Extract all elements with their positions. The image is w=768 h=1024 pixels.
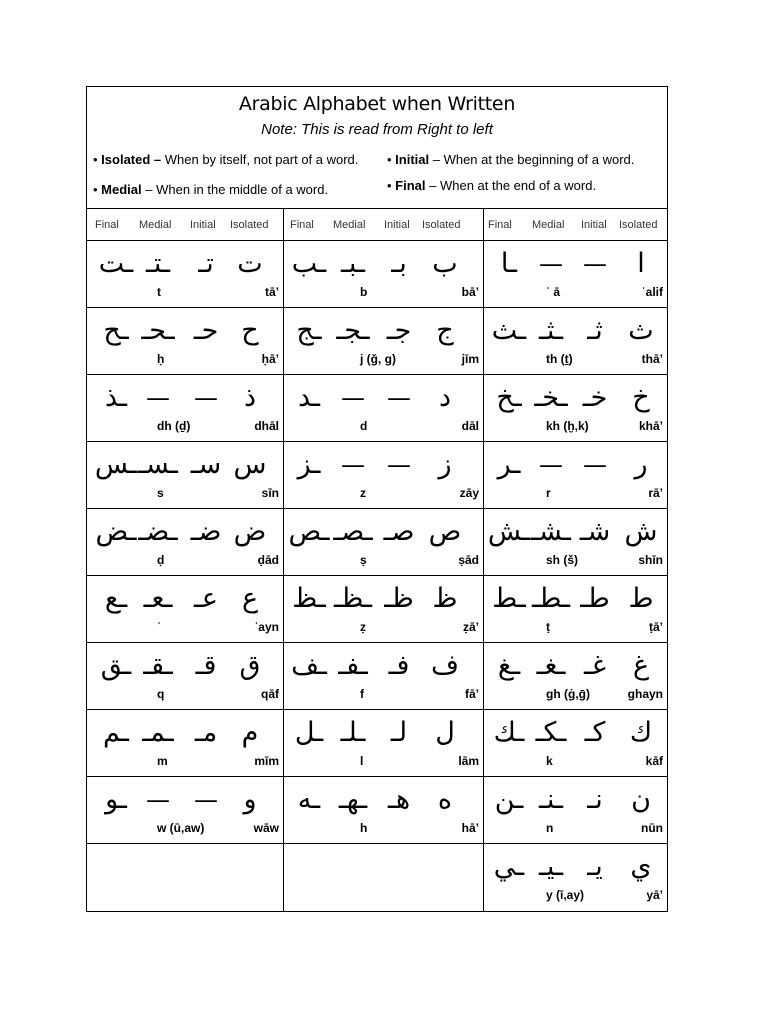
transliteration: q (157, 687, 165, 701)
letter-form-initial: كـ (584, 717, 606, 748)
letter-form-final: ـف (291, 650, 327, 681)
letter-cell (87, 576, 283, 643)
letter-name: lām (458, 754, 479, 768)
letter-name: ʿayn (254, 620, 279, 634)
legend-isolated (93, 152, 358, 167)
letter-form-medial: ـبـ (341, 248, 365, 279)
letter-cell (484, 509, 667, 576)
letter-form-final: ـس (94, 449, 138, 480)
letter-form-isolated: ذ (243, 382, 257, 413)
legend-medial-term: Medial (101, 182, 142, 197)
legend-medial (93, 182, 328, 197)
letter-cell (284, 643, 483, 710)
letter-form-initial: — (387, 384, 411, 412)
bullet-mark: • (387, 152, 396, 167)
letter-name: rāʼ (648, 486, 663, 500)
letter-name: fāʼ (464, 687, 479, 701)
page-title: Arabic Alphabet when Written (238, 93, 516, 115)
letter-cell (484, 241, 667, 308)
letter-form-final: ـد (297, 382, 321, 413)
letter-form-medial: ـشـ (531, 516, 571, 547)
transliteration: y (ī,ay) (546, 888, 585, 902)
transliteration: ṣ (360, 553, 367, 567)
letter-form-initial: ضـ (190, 516, 222, 547)
transliteration: gh (ġ,ḡ) (546, 687, 590, 701)
letter-cell (87, 442, 283, 509)
letter-cell (484, 777, 667, 844)
legend-initial-desc: – When at the beginning of a word. (429, 152, 635, 167)
transliteration: d (360, 419, 368, 433)
letter-form-isolated: ف (431, 650, 459, 681)
letter-form-initial: بـ (391, 248, 407, 279)
alphabet-table (87, 209, 667, 911)
transliteration: ṭ (546, 620, 550, 634)
letter-name: ẓāʼ (462, 620, 479, 634)
letter-name: ḥāʼ (261, 352, 279, 366)
letter-form-final: ـا (500, 248, 518, 279)
letter-cell (284, 509, 483, 576)
letter-form-final: ـض (95, 516, 137, 547)
letter-form-isolated: ن (631, 784, 651, 815)
page-subtitle: Note: This is read from Right to left (261, 121, 493, 138)
column-header-row (284, 209, 483, 241)
bullet-mark: • (387, 178, 396, 193)
letter-form-isolated: ع (241, 583, 259, 614)
letter-form-medial: ـنـ (539, 784, 563, 815)
letter-form-isolated: ا (637, 248, 645, 279)
letter-form-medial: ـتـ (146, 248, 170, 279)
letter-form-final: ـم (103, 717, 129, 748)
letter-form-initial: يـ (587, 851, 603, 882)
letter-form-final: ـن (494, 784, 524, 815)
letter-form-final: ـه (297, 784, 321, 815)
letter-name: bāʼ (461, 285, 479, 299)
letter-form-medial: ـسـ (138, 449, 178, 480)
letter-form-medial: ـيـ (539, 851, 563, 882)
letter-column-2 (283, 209, 483, 911)
letter-form-final: ـت (98, 248, 134, 279)
letter-cell (87, 777, 283, 844)
letter-form-final: ـع (104, 583, 128, 614)
letter-form-isolated: ر (634, 449, 648, 480)
letter-form-final: ـش (487, 516, 531, 547)
letter-form-isolated: خ (632, 382, 650, 413)
transliteration: m (157, 754, 168, 768)
column-header-medial: Medial (139, 219, 172, 231)
letter-form-medial: ـمـ (142, 717, 174, 748)
legend-initial-term: Initial (395, 152, 430, 167)
letter-form-isolated: غ (632, 650, 650, 681)
letter-name: kāf (645, 754, 663, 768)
letter-form-initial: شـ (579, 516, 611, 547)
letter-cell (284, 241, 483, 308)
letter-name: sīn (261, 486, 279, 500)
transliteration: h (360, 821, 368, 835)
column-header-isolated: Isolated (619, 219, 658, 231)
letter-name: khāʼ (638, 419, 663, 433)
letter-form-isolated: ي (630, 851, 652, 882)
legend-initial (387, 152, 634, 167)
letter-form-final: ـظ (292, 583, 326, 614)
letter-name: mīm (254, 754, 279, 768)
column-header-final: Final (95, 219, 119, 231)
transliteration: ʿ (157, 620, 161, 634)
letter-form-medial: — (341, 451, 365, 479)
letter-name: ṭāʼ (648, 620, 663, 634)
legend-final-term: Final (395, 178, 426, 193)
transliteration: kh (ḫ,k) (546, 419, 589, 433)
letter-form-initial: ظـ (384, 583, 414, 614)
transliteration: f (360, 687, 364, 701)
letter-form-initial: ثـ (587, 315, 603, 346)
letter-cell (484, 442, 667, 509)
letter-form-initial: طـ (580, 583, 610, 614)
transliteration: n (546, 821, 554, 835)
letter-form-isolated: ص (428, 516, 462, 547)
letter-form-initial: صـ (383, 516, 415, 547)
letter-form-final: ـي (493, 851, 525, 882)
transliteration: s (157, 486, 164, 500)
transliteration: r (546, 486, 551, 500)
letter-form-initial: مـ (194, 717, 218, 748)
letter-form-isolated: ظ (432, 583, 458, 614)
column-header-initial: Initial (384, 219, 410, 231)
letter-form-medial: — (539, 451, 563, 479)
transliteration: l (360, 754, 364, 768)
letter-name: tāʼ (264, 285, 279, 299)
letter-name: ʾalif (641, 285, 663, 299)
letter-form-medial: ـغـ (536, 650, 566, 681)
bullet-mark: • (93, 152, 102, 167)
transliteration: z (360, 486, 366, 500)
letter-cell (284, 777, 483, 844)
letter-form-initial: غـ (583, 650, 607, 681)
letter-form-initial: — (194, 384, 218, 412)
letter-form-isolated: و (243, 784, 257, 815)
letter-name: ghayn (627, 687, 663, 701)
letter-name: nūn (641, 821, 663, 835)
letter-form-initial: تـ (198, 248, 214, 279)
letter-form-medial: ـلـ (340, 717, 366, 748)
transliteration: sh (š) (546, 553, 579, 567)
letter-form-final: ـط (492, 583, 526, 614)
letter-cell (87, 241, 283, 308)
letter-form-final: ـك (493, 717, 525, 748)
transliteration: ʾ ā (546, 285, 561, 299)
letter-form-isolated: ت (237, 248, 263, 279)
letter-cell (284, 442, 483, 509)
letter-form-isolated: ه (437, 784, 453, 815)
letter-form-final: ـخ (496, 382, 522, 413)
legend-final-desc: – When at the end of a word. (425, 178, 597, 193)
letter-form-medial: ـكـ (535, 717, 567, 748)
letter-form-isolated: ك (629, 717, 653, 748)
letter-form-final: ـب (291, 248, 327, 279)
letter-form-medial: ـفـ (338, 650, 368, 681)
letter-form-initial: — (583, 250, 607, 278)
letter-form-isolated: ل (435, 717, 455, 748)
legend-medial-desc: – When in the middle of a word. (141, 182, 329, 197)
column-header-final: Final (290, 219, 314, 231)
letter-cell (284, 308, 483, 375)
letter-form-medial: ـظـ (334, 583, 372, 614)
letter-cell (284, 710, 483, 777)
letter-column-1 (87, 209, 283, 911)
letter-form-initial: هـ (387, 784, 411, 815)
legend-isolated-term: Isolated – (101, 152, 162, 167)
column-header-row (484, 209, 667, 241)
letter-form-final: ـث (491, 315, 527, 346)
letter-form-isolated: م (241, 717, 259, 748)
letter-form-final: ـل (294, 717, 324, 748)
letter-cell (87, 308, 283, 375)
letter-cell (484, 710, 667, 777)
letter-cell (284, 844, 483, 911)
letter-form-medial: ـهـ (338, 784, 368, 815)
letter-form-isolated: ث (628, 315, 654, 346)
letter-cell (87, 509, 283, 576)
letter-form-medial: ـحـ (141, 315, 175, 346)
transliteration: w (ū,aw) (157, 821, 205, 835)
letter-name: zāy (459, 486, 479, 500)
letter-form-isolated: ز (438, 449, 452, 480)
letter-form-final: ـج (296, 315, 322, 346)
letter-form-isolated: ط (628, 583, 654, 614)
letter-name: ḍād (257, 553, 279, 567)
letter-form-isolated: ج (436, 315, 454, 346)
letter-cell (87, 844, 283, 911)
letter-form-isolated: س (233, 449, 267, 480)
letter-name: hāʼ (461, 821, 479, 835)
bullet-mark: • (93, 182, 102, 197)
alphabet-sheet (86, 86, 668, 912)
letter-cell (484, 844, 667, 911)
transliteration: j (ǧ, g) (360, 352, 396, 366)
sheet-header (87, 87, 667, 209)
column-header-initial: Initial (581, 219, 607, 231)
column-header-row (87, 209, 283, 241)
letter-form-medial: ـقـ (143, 650, 173, 681)
letter-name: dāl (461, 419, 479, 433)
letter-name: dhāl (254, 419, 279, 433)
letter-form-initial: — (583, 451, 607, 479)
column-header-final: Final (488, 219, 512, 231)
transliteration: th (ṯ) (546, 352, 573, 366)
letter-form-initial: جـ (386, 315, 412, 346)
letter-cell (484, 308, 667, 375)
letter-form-final: ـذ (104, 382, 128, 413)
letter-form-medial: — (341, 384, 365, 412)
letter-form-initial: — (194, 786, 218, 814)
column-header-isolated: Isolated (230, 219, 269, 231)
letter-form-final: ـص (288, 516, 330, 547)
column-header-medial: Medial (532, 219, 565, 231)
letter-name: jīm (461, 352, 479, 366)
letter-cell (284, 375, 483, 442)
transliteration: b (360, 285, 368, 299)
letter-form-initial: عـ (193, 583, 219, 614)
letter-form-medial: ـطـ (532, 583, 570, 614)
letter-form-initial: قـ (195, 650, 217, 681)
letter-form-isolated: ق (239, 650, 261, 681)
letter-cell (484, 643, 667, 710)
letter-form-initial: خـ (582, 382, 608, 413)
column-header-initial: Initial (190, 219, 216, 231)
letter-form-isolated: ح (241, 315, 259, 346)
letter-cell (87, 375, 283, 442)
letter-form-medial: — (146, 786, 170, 814)
transliteration: t (157, 285, 161, 299)
letter-form-initial: فـ (388, 650, 410, 681)
transliteration: ẓ (360, 620, 366, 634)
letter-form-initial: سـ (190, 449, 222, 480)
letter-cell (484, 576, 667, 643)
column-header-isolated: Isolated (422, 219, 461, 231)
letter-form-final: ـز (297, 449, 321, 480)
legend-final (387, 178, 596, 193)
transliteration: k (546, 754, 553, 768)
letter-cell (87, 710, 283, 777)
letter-cell (284, 576, 483, 643)
transliteration: dh (ḏ) (157, 419, 191, 433)
letter-form-final: ـغ (497, 650, 521, 681)
letter-form-medial: ـثـ (539, 315, 563, 346)
letter-form-initial: لـ (390, 717, 408, 748)
letter-form-medial: — (146, 384, 170, 412)
letter-form-isolated: ش (624, 516, 658, 547)
letter-name: ṣād (458, 553, 479, 567)
transliteration: ḍ (157, 553, 165, 567)
letter-form-initial: نـ (587, 784, 603, 815)
letter-column-3 (483, 209, 667, 911)
letter-name: wāw (253, 821, 279, 835)
legend-isolated-desc: When by itself, not part of a word. (161, 152, 359, 167)
letter-name: thāʼ (641, 352, 663, 366)
letter-cell (87, 643, 283, 710)
letter-form-medial: ـعـ (143, 583, 173, 614)
letter-name: qāf (261, 687, 279, 701)
letter-cell (484, 375, 667, 442)
letter-form-isolated: ض (233, 516, 267, 547)
letter-form-medial: ـضـ (138, 516, 178, 547)
letter-form-isolated: ب (432, 248, 458, 279)
column-header-medial: Medial (333, 219, 366, 231)
letter-form-medial: ـخـ (534, 382, 568, 413)
letter-form-isolated: د (438, 382, 452, 413)
letter-form-medial: ـجـ (336, 315, 370, 346)
letter-form-final: ـق (100, 650, 132, 681)
letter-form-medial: ـصـ (333, 516, 373, 547)
letter-name: shīn (638, 553, 663, 567)
letter-form-final: ـو (105, 784, 127, 815)
letter-form-initial: حـ (193, 315, 219, 346)
letter-name: yāʼ (646, 888, 663, 902)
letter-form-medial: — (539, 250, 563, 278)
letter-form-initial: — (387, 451, 411, 479)
letter-form-final: ـح (103, 315, 129, 346)
transliteration: ḥ (157, 352, 165, 366)
letter-form-final: ـر (497, 449, 521, 480)
